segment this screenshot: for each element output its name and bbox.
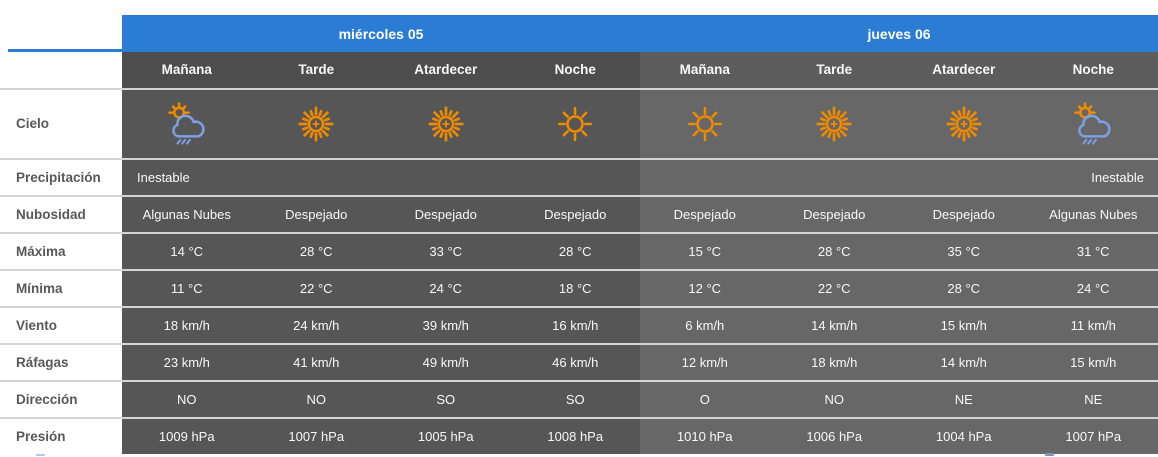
- cielo-cell: [511, 90, 641, 158]
- maxima-cell: 14 °C: [122, 234, 252, 269]
- time-header-row: [0, 52, 1158, 88]
- minima-cell: 28 °C: [899, 271, 1029, 306]
- cutoff-artifact: [1045, 453, 1054, 456]
- presion-cell: 1009 hPa: [122, 419, 252, 454]
- rafagas-cell: 41 km/h: [252, 345, 382, 380]
- row-maxima: [0, 232, 1158, 269]
- row-presion: [0, 417, 1158, 454]
- presion-cell: 1008 hPa: [511, 419, 641, 454]
- nubosidad-cell: Despejado: [770, 197, 900, 232]
- time-header-tarde-2: Tarde: [770, 52, 900, 88]
- cielo-cell: [1029, 90, 1158, 158]
- nubosidad-cell: Despejado: [511, 197, 641, 232]
- maxima-cell: 31 °C: [1029, 234, 1158, 269]
- maxima-cell: 33 °C: [381, 234, 511, 269]
- sun-icon: [686, 105, 724, 143]
- maxima-cell: 28 °C: [770, 234, 900, 269]
- day-header-jueves: jueves 06: [640, 15, 1158, 52]
- nubosidad-cell: Algunas Nubes: [1029, 197, 1158, 232]
- presion-cell: 1010 hPa: [640, 419, 770, 454]
- minima-cell: 18 °C: [511, 271, 641, 306]
- direccion-cell: NE: [1029, 382, 1158, 417]
- time-header-noche-2: Noche: [1029, 52, 1158, 88]
- direccion-cell: NE: [899, 382, 1029, 417]
- row-label-precipitacion: Precipitación: [0, 160, 122, 195]
- direccion-cell: SO: [381, 382, 511, 417]
- viento-cell: 6 km/h: [640, 308, 770, 343]
- row-precipitacion: [0, 158, 1158, 195]
- viento-cell: 11 km/h: [1029, 308, 1158, 343]
- direccion-cell: NO: [252, 382, 382, 417]
- header-blank-cell: [0, 15, 122, 52]
- cielo-cell: [640, 90, 770, 158]
- minima-cell: 22 °C: [252, 271, 382, 306]
- day-header-miercoles: miércoles 05: [122, 15, 640, 52]
- rafagas-cell: 49 km/h: [381, 345, 511, 380]
- viento-cell: 39 km/h: [381, 308, 511, 343]
- time-header-blank-cell: [0, 52, 122, 88]
- direccion-cell: SO: [511, 382, 641, 417]
- rafagas-cell: 12 km/h: [640, 345, 770, 380]
- precipitacion-day1-cell: Inestable: [122, 160, 640, 195]
- row-direccion: [0, 380, 1158, 417]
- presion-cell: 1005 hPa: [381, 419, 511, 454]
- row-label-viento: Viento: [0, 308, 122, 343]
- minima-cell: 11 °C: [122, 271, 252, 306]
- row-nubosidad: [0, 195, 1158, 232]
- row-label-nubosidad: Nubosidad: [0, 197, 122, 232]
- nubosidad-cell: Algunas Nubes: [122, 197, 252, 232]
- presion-cell: 1007 hPa: [252, 419, 382, 454]
- row-label-minima: Mínima: [0, 271, 122, 306]
- direccion-cell: NO: [770, 382, 900, 417]
- direccion-cell: O: [640, 382, 770, 417]
- nubosidad-cell: Despejado: [381, 197, 511, 232]
- bright-sun-icon: [814, 104, 854, 144]
- nubosidad-cell: Despejado: [252, 197, 382, 232]
- precipitacion-day2-cell: Inestable: [640, 160, 1158, 195]
- direccion-cell: NO: [122, 382, 252, 417]
- viento-cell: 15 km/h: [899, 308, 1029, 343]
- maxima-cell: 35 °C: [899, 234, 1029, 269]
- viento-cell: 24 km/h: [252, 308, 382, 343]
- time-header-noche-1: Noche: [511, 52, 641, 88]
- cloud-sun-rain-icon: [1070, 102, 1116, 147]
- minima-cell: 22 °C: [770, 271, 900, 306]
- rafagas-cell: 15 km/h: [1029, 345, 1158, 380]
- time-header-atardecer-2: Atardecer: [899, 52, 1029, 88]
- row-minima: [0, 269, 1158, 306]
- row-label-direccion: Dirección: [0, 382, 122, 417]
- row-cielo: [0, 88, 1158, 158]
- viento-cell: 14 km/h: [770, 308, 900, 343]
- nubosidad-cell: Despejado: [899, 197, 1029, 232]
- minima-cell: 24 °C: [381, 271, 511, 306]
- weather-forecast-table: [0, 15, 1158, 454]
- time-header-manana-2: Mañana: [640, 52, 770, 88]
- row-label-presion: Presión: [0, 419, 122, 454]
- time-header-tarde-1: Tarde: [252, 52, 382, 88]
- row-label-rafagas: Ráfagas: [0, 345, 122, 380]
- rafagas-cell: 46 km/h: [511, 345, 641, 380]
- maxima-cell: 15 °C: [640, 234, 770, 269]
- cielo-cell: [252, 90, 382, 158]
- viento-cell: 18 km/h: [122, 308, 252, 343]
- row-rafagas: [0, 343, 1158, 380]
- rafagas-cell: 23 km/h: [122, 345, 252, 380]
- presion-cell: 1004 hPa: [899, 419, 1029, 454]
- time-header-manana-1: Mañana: [122, 52, 252, 88]
- cutoff-artifact: [36, 454, 45, 456]
- row-label-maxima: Máxima: [0, 234, 122, 269]
- maxima-cell: 28 °C: [252, 234, 382, 269]
- cielo-cell: [381, 90, 511, 158]
- minima-cell: 12 °C: [640, 271, 770, 306]
- cielo-cell: [770, 90, 900, 158]
- cielo-cell: [899, 90, 1029, 158]
- row-label-cielo: Cielo: [0, 90, 122, 158]
- presion-cell: 1007 hPa: [1029, 419, 1158, 454]
- bright-sun-icon: [944, 104, 984, 144]
- maxima-cell: 28 °C: [511, 234, 641, 269]
- minima-cell: 24 °C: [1029, 271, 1158, 306]
- cloud-sun-rain-icon: [164, 102, 210, 147]
- sun-icon: [556, 105, 594, 143]
- bright-sun-icon: [296, 104, 336, 144]
- nubosidad-cell: Despejado: [640, 197, 770, 232]
- presion-cell: 1006 hPa: [770, 419, 900, 454]
- rafagas-cell: 14 km/h: [899, 345, 1029, 380]
- cielo-cell: [122, 90, 252, 158]
- rafagas-cell: 18 km/h: [770, 345, 900, 380]
- bright-sun-icon: [426, 104, 466, 144]
- day-header-row: [0, 15, 1158, 52]
- time-header-atardecer-1: Atardecer: [381, 52, 511, 88]
- viento-cell: 16 km/h: [511, 308, 641, 343]
- row-viento: [0, 306, 1158, 343]
